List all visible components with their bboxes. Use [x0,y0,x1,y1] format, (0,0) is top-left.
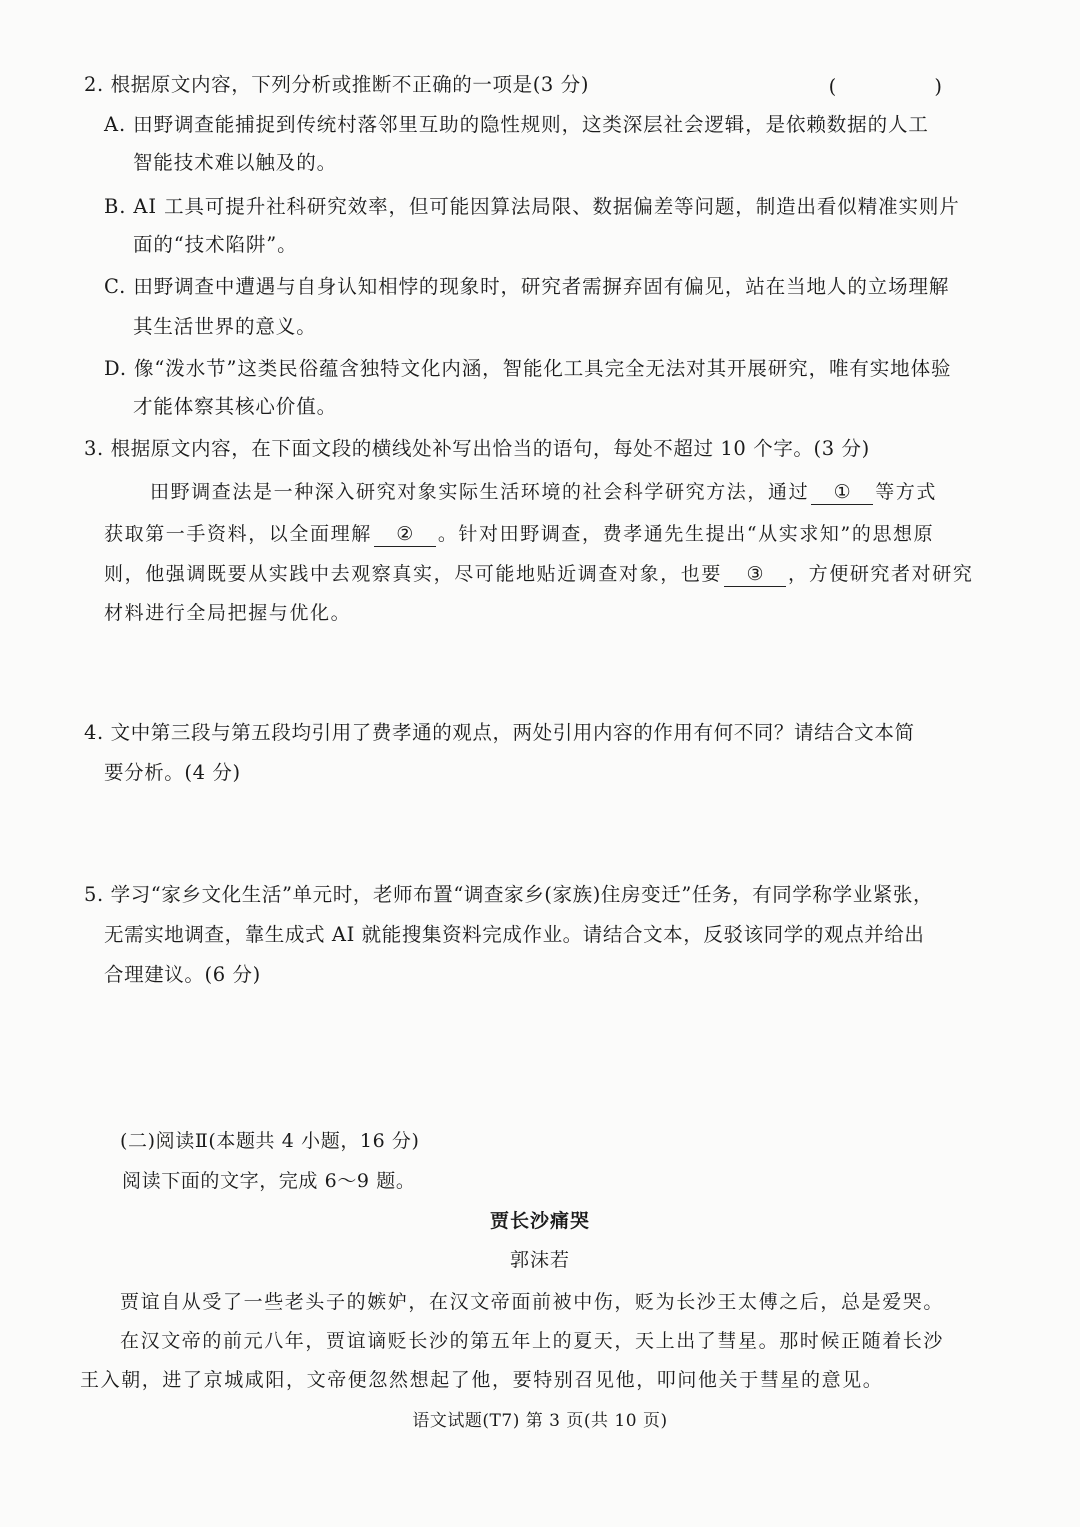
q2-stem: 2. 根据原文内容，下列分析或推断不正确的一项是(3 分) [84,73,590,96]
q3-text: ，方便研究者对研究 [788,563,974,585]
q5-line2: 无需实地调查，靠生成式 AI 就能搜集资料完成作业。请结合文本，反驳该同学的观点并给出 [104,923,925,946]
q2-option-c-line2: 其生活世界的意义。 [133,315,317,338]
q2-option-a-line1: A. 田野调查能捕捉到传统村落邻里互助的隐性规则，这类深层社会逻辑，是依赖数据的人工 [104,113,929,136]
passage-title: 贾长沙痛哭 [489,1210,590,1232]
q2-option-b-line1: B. AI 工具可提升社科研究效率，但可能因算法局限、数据偏差等问题，制造出看似精准实则片 [104,195,960,218]
q3-text: 田野调查法是一种深入研究对象实际生活环境的社会科学研究方法，通过 [150,481,810,503]
blank-1: ① [811,480,873,505]
q3-text: 获取第一手资料，以全面理解 [104,523,372,545]
blank-2: ② [374,522,436,547]
q2-option-b-line2: 面的“技术陷阱”。 [133,233,298,256]
q2-option-a-line2: 智能技术难以触及的。 [133,151,338,174]
passage-paragraph-1: 贾谊自从受了一些老头子的嫉妒，在汉文帝面前被中伤，贬为长沙王太傅之后，总是爱哭。 [120,1291,945,1313]
section-heading: (二)阅读Ⅱ(本题共 4 小题，16 分) [120,1130,420,1152]
q5-line1: 5. 学习“家乡文化生活”单元时，老师布置“调查家乡(家族)住房变迁”任务，有同学称学业紧张， [84,883,934,906]
blank-3: ③ [724,562,786,587]
q2-option-c-line1: C. 田野调查中遭遇与自身认知相悖的现象时，研究者需摒弃固有偏见，站在当地人的立场理解 [104,275,950,298]
passage-author: 郭沫若 [509,1249,570,1271]
passage-paragraph-2-line2: 王入朝，进了京城咸阳，文帝便忽然想起了他，要特别召见他，叩问他关于彗星的意见。 [80,1369,884,1391]
q4-line2: 要分析。(4 分) [104,761,241,784]
page-footer: 语文试题(T7) 第 3 页(共 10 页) [412,1411,668,1431]
q3-text: 等方式 [875,481,938,503]
q5-line3: 合理建议。(6 分) [104,963,261,986]
section-instruction: 阅读下面的文字，完成 6～9 题。 [122,1170,416,1192]
q2-option-d-line1: D. 像“泼水节”这类民俗蕴含独特文化内涵，智能化工具完全无法对其开展研究，唯有实地体验 [104,357,952,380]
q2-option-d-line2: 才能体察其核心价值。 [133,395,338,418]
q3-passage-line3 [104,559,973,589]
q4-line1: 4. 文中第三段与第五段均引用了费孝通的观点，两处引用内容的作用有何不同？请结合文本简 [84,721,915,744]
q3-text: 。针对田野调查，费孝通先生提出“从实求知”的思想原 [437,523,935,545]
q3-passage-line2 [104,519,934,549]
q2-answer-paren: ( ) [828,75,988,98]
q3-passage-line1 [150,477,937,507]
q3-stem: 3. 根据原文内容，在下面文段的横线处补写出恰当的语句，每处不超过 10 个字。(3 分) [84,437,870,460]
q3-text: 则，他强调既要从实践中去观察真实，尽可能地贴近调查对象，也要 [104,563,723,585]
passage-paragraph-2-line1: 在汉文帝的前元八年，贾谊谪贬长沙的第五年上的夏天，天上出了彗星。那时候正随着长沙 [120,1330,945,1352]
q3-passage-line4: 材料进行全局把握与优化。 [104,602,352,624]
